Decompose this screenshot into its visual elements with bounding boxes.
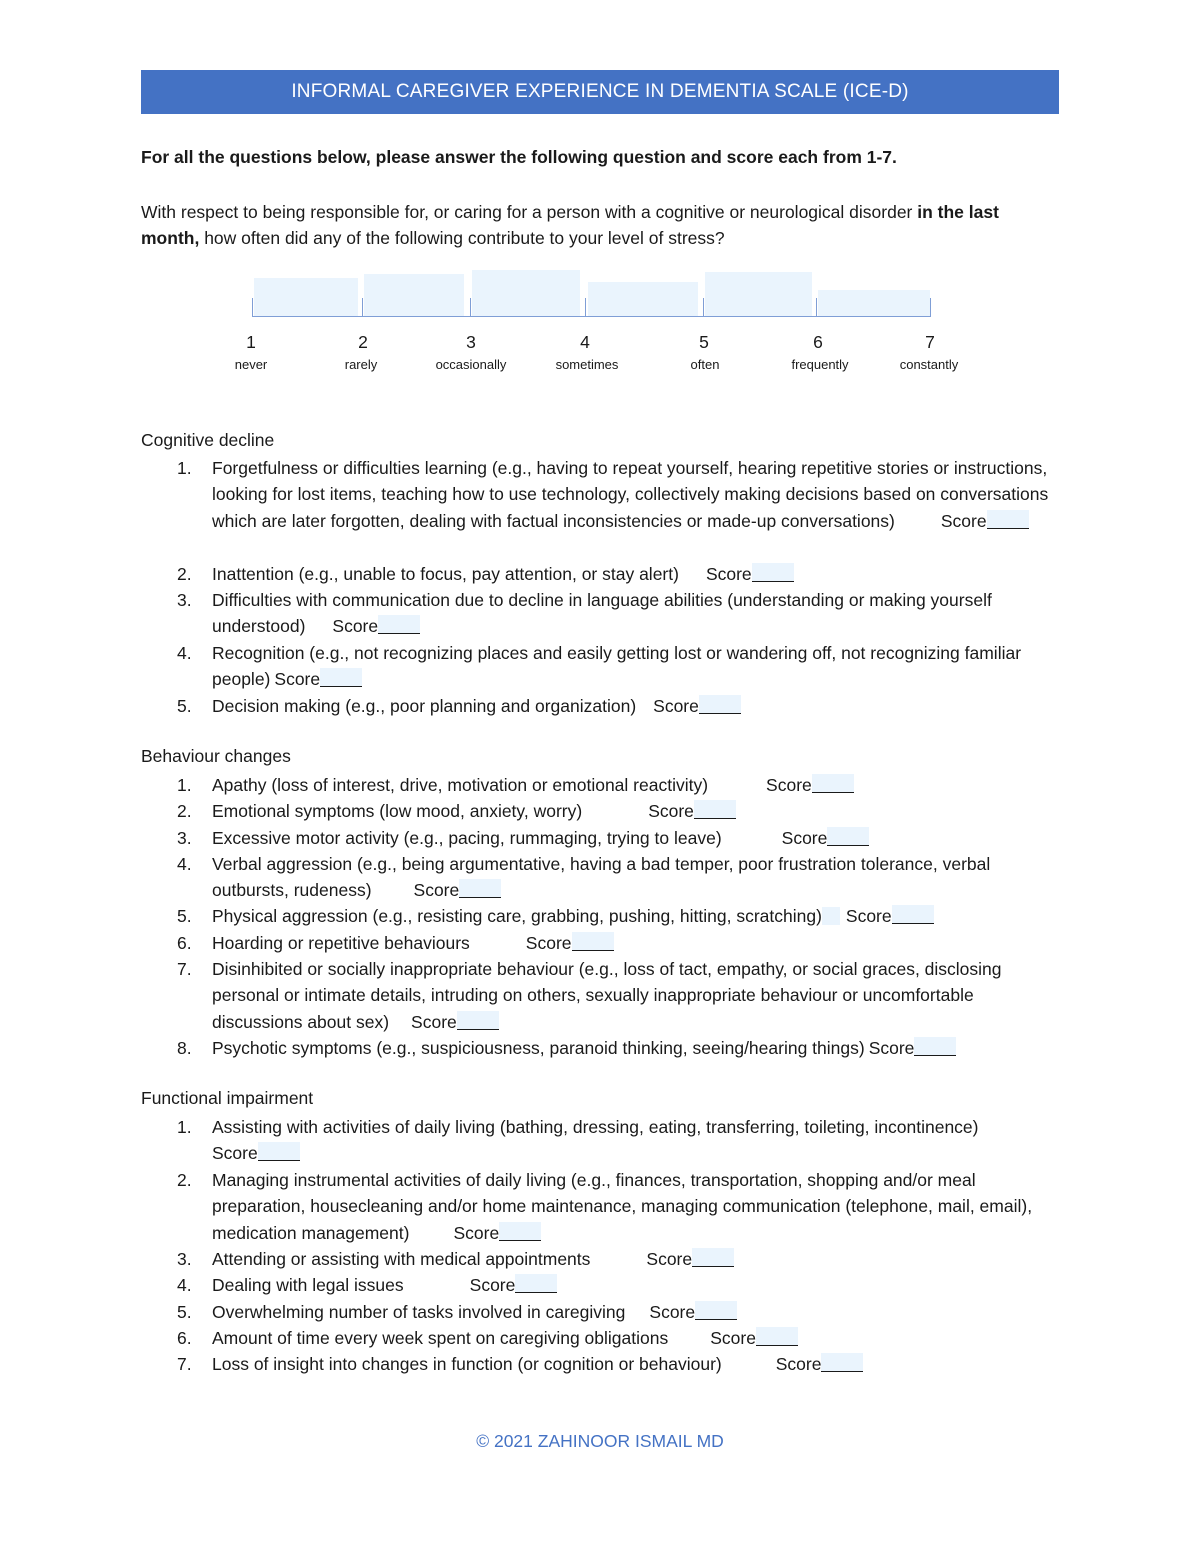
scale-tick bbox=[703, 298, 704, 317]
scale-number: 3 bbox=[466, 332, 476, 352]
scale-label: frequently bbox=[791, 357, 849, 372]
scale-number: 4 bbox=[580, 332, 590, 352]
scale-number: 1 bbox=[246, 332, 256, 352]
item-text: Emotional symptoms (low mood, anxiety, worry) bbox=[212, 801, 583, 821]
copyright-footer: © 2021 ZAHINOOR ISMAIL MD bbox=[476, 1431, 724, 1451]
score-blank[interactable] bbox=[812, 774, 854, 793]
section-title-functional: Functional impairment bbox=[141, 1088, 314, 1108]
score-label: Score bbox=[766, 775, 812, 795]
item-number: 3. bbox=[177, 1249, 192, 1269]
item-text: Inattention (e.g., unable to focus, pay attention, or stay alert) bbox=[212, 564, 679, 584]
score-field[interactable] bbox=[766, 775, 854, 795]
score-label: Score bbox=[775, 1354, 822, 1374]
item-number: 4. bbox=[177, 1275, 192, 1295]
score-field[interactable] bbox=[649, 1302, 737, 1322]
item-number: 6. bbox=[177, 1328, 192, 1348]
score-field[interactable] bbox=[710, 1328, 798, 1348]
score-blank[interactable] bbox=[515, 1274, 557, 1293]
score-field[interactable] bbox=[274, 669, 362, 689]
scale-label: never bbox=[234, 357, 268, 372]
scale-label: rarely bbox=[344, 357, 378, 372]
scale-label: sometimes bbox=[555, 357, 619, 372]
score-label: Score bbox=[649, 1302, 696, 1322]
score-label: Score bbox=[469, 1275, 516, 1295]
item-number: 1. bbox=[177, 1117, 192, 1137]
item-text: Hoarding or repetitive behaviours bbox=[212, 933, 470, 953]
item-number: 4. bbox=[177, 854, 192, 874]
score-blank[interactable] bbox=[378, 615, 420, 634]
item-text: Psychotic symptoms (e.g., suspiciousness, paranoid thinking, seeing/hearing things) bbox=[212, 1038, 865, 1058]
item-number: 2. bbox=[177, 1170, 192, 1190]
score-field[interactable] bbox=[869, 1038, 957, 1058]
item-number: 8. bbox=[177, 1038, 192, 1058]
score-field[interactable] bbox=[414, 880, 502, 900]
score-blank[interactable] bbox=[699, 695, 741, 714]
item-number: 5. bbox=[177, 906, 192, 926]
scale-number: 6 bbox=[813, 332, 823, 352]
score-blank[interactable] bbox=[457, 1011, 499, 1030]
section-title-cognitive: Cognitive decline bbox=[141, 430, 275, 450]
scale-tick bbox=[470, 298, 471, 317]
question-part2: how often did any of the following contribute to your level of stress? bbox=[199, 228, 725, 248]
scale-label: occasionally bbox=[435, 357, 507, 372]
item-number: 7. bbox=[177, 1354, 192, 1374]
scale-field-3[interactable] bbox=[472, 270, 580, 316]
score-field[interactable] bbox=[411, 1012, 499, 1032]
question-bold: in the last month, bbox=[141, 202, 999, 248]
score-blank[interactable] bbox=[752, 563, 794, 582]
instructions: For all the questions below, please answer the following question and score each from 1-7. bbox=[141, 147, 897, 167]
scale-number: 7 bbox=[925, 332, 935, 352]
score-label: Score bbox=[411, 1011, 457, 1032]
score-field[interactable] bbox=[846, 906, 934, 926]
score-label: Score bbox=[845, 906, 892, 926]
scale-field-1[interactable] bbox=[254, 278, 358, 316]
score-label: Score bbox=[710, 1328, 756, 1348]
item-text: Difficulties with communication due to decline in language abilities (understanding or making yourself understood) bbox=[212, 590, 992, 637]
page-title-banner bbox=[141, 70, 1059, 114]
scale-label: constantly bbox=[899, 357, 959, 372]
item-number: 1. bbox=[177, 458, 192, 478]
score-blank[interactable] bbox=[821, 1353, 863, 1372]
scale-label: often bbox=[690, 357, 720, 372]
score-label: Score bbox=[648, 801, 694, 821]
scale-tick bbox=[816, 298, 817, 317]
scale-tick bbox=[930, 298, 931, 317]
score-field[interactable] bbox=[776, 1354, 864, 1374]
scale-number: 5 bbox=[699, 332, 709, 352]
highlight-mark bbox=[822, 907, 840, 925]
page-title: INFORMAL CAREGIVER EXPERIENCE IN DEMENTIA SCALE (ICE-D) bbox=[291, 81, 909, 102]
item-number: 3. bbox=[177, 590, 192, 610]
item-text: Overwhelming number of tasks involved in caregiving bbox=[212, 1302, 626, 1322]
score-blank[interactable] bbox=[756, 1327, 798, 1346]
score-blank[interactable] bbox=[258, 1142, 300, 1161]
item-number: 2. bbox=[177, 801, 192, 821]
scale-tick bbox=[585, 298, 586, 317]
item-text: Attending or assisting with medical appointments bbox=[212, 1249, 591, 1269]
scale-tick bbox=[362, 298, 363, 317]
scale-number: 2 bbox=[358, 332, 368, 352]
item-number: 1. bbox=[177, 775, 192, 795]
question-part1: With respect to being responsible for, or caring for a person with a cognitive or neurological disorder bbox=[141, 202, 918, 222]
item-number: 3. bbox=[177, 828, 192, 848]
score-label: Score bbox=[332, 616, 379, 637]
item-text: Assisting with activities of daily living (bathing, dressing, eating, transferring, toileting, incontinence) bbox=[212, 1117, 979, 1137]
score-blank[interactable] bbox=[692, 1248, 734, 1267]
score-field[interactable] bbox=[782, 828, 870, 848]
score-blank[interactable] bbox=[694, 800, 736, 819]
item-text: Dealing with legal issues bbox=[212, 1275, 404, 1295]
score-blank[interactable] bbox=[914, 1037, 956, 1056]
scale-field-5[interactable] bbox=[705, 272, 812, 316]
item-text: Disinhibited or socially inappropriate behaviour (e.g., loss of tact, empathy, or social graces, disclosing personal or intimate details, intruding on others, sexually inappropriate behaviour or uncomfortable discussions about sex) bbox=[212, 959, 1002, 1032]
score-blank[interactable] bbox=[827, 827, 869, 846]
score-blank[interactable] bbox=[572, 932, 614, 951]
score-field[interactable] bbox=[332, 616, 420, 636]
score-label: Score bbox=[525, 933, 572, 953]
score-blank[interactable] bbox=[499, 1222, 541, 1241]
score-blank[interactable] bbox=[459, 879, 501, 898]
score-label: Score bbox=[940, 510, 987, 531]
score-label: Score bbox=[453, 1222, 500, 1243]
score-label: Score bbox=[212, 1143, 258, 1164]
score-label: Score bbox=[274, 669, 321, 690]
item-number: 5. bbox=[177, 1302, 192, 1322]
scale-field-2[interactable] bbox=[364, 274, 464, 316]
score-label: Score bbox=[413, 880, 460, 901]
score-field[interactable] bbox=[453, 1223, 541, 1243]
scale-field-4[interactable] bbox=[588, 282, 698, 316]
stress-question bbox=[141, 199, 1061, 251]
item-number: 2. bbox=[177, 564, 192, 584]
item-number: 6. bbox=[177, 933, 192, 953]
item-text: Managing instrumental activities of daily living (e.g., finances, transportation, shopping and/or meal preparation, housecleaning and/or home maintenance, managing communication (telephone, mail, email), medication management) bbox=[212, 1170, 1033, 1243]
scale-line bbox=[252, 316, 931, 317]
item-text: Excessive motor activity (e.g., pacing, rummaging, trying to leave) bbox=[212, 828, 722, 848]
score-blank[interactable] bbox=[892, 905, 934, 924]
score-label: Score bbox=[646, 1249, 693, 1269]
score-blank[interactable] bbox=[695, 1301, 737, 1320]
item-number: 5. bbox=[177, 696, 192, 716]
item-text: Verbal aggression (e.g., being argumentative, having a bad temper, poor frustration tolerance, verbal outbursts, rudeness) bbox=[212, 854, 991, 901]
item-number: 4. bbox=[177, 643, 192, 663]
score-field[interactable] bbox=[653, 696, 741, 716]
scale-field-6[interactable] bbox=[818, 290, 930, 316]
score-label: Score bbox=[705, 564, 752, 584]
score-field[interactable] bbox=[646, 1249, 734, 1269]
score-field[interactable] bbox=[470, 1275, 558, 1295]
score-label: Score bbox=[653, 696, 699, 716]
scale-tick bbox=[252, 298, 253, 317]
item-text: Loss of insight into changes in function (or cognition or behaviour) bbox=[212, 1354, 722, 1374]
item-text: Decision making (e.g., poor planning and organization) bbox=[212, 696, 637, 716]
section-title-behaviour: Behaviour changes bbox=[141, 746, 291, 766]
score-field[interactable] bbox=[941, 511, 1029, 531]
item-text: Apathy (loss of interest, drive, motivation or emotional reactivity) bbox=[212, 775, 709, 795]
item-text: Physical aggression (e.g., resisting care, grabbing, pushing, hitting, scratching) bbox=[212, 906, 822, 926]
score-label: Score bbox=[781, 828, 828, 848]
score-field[interactable] bbox=[526, 933, 614, 953]
score-field[interactable] bbox=[212, 1143, 300, 1163]
score-blank[interactable] bbox=[320, 668, 362, 687]
item-text: Recognition (e.g., not recognizing places and easily getting lost or wandering off, not recognizing familiar people) bbox=[212, 643, 1022, 690]
score-field[interactable] bbox=[706, 564, 794, 584]
score-field[interactable] bbox=[648, 801, 736, 821]
item-text: Amount of time every week spent on caregiving obligations bbox=[212, 1328, 669, 1348]
score-blank[interactable] bbox=[987, 510, 1029, 529]
item-text: Forgetfulness or difficulties learning (e.g., having to repeat yourself, hearing repetitive stories or instructions, looking for lost items, teaching how to use technology, collectively making decisions based on conversations which are later forgotten, dealing with factual inconsistencies or made-up conversations) bbox=[212, 458, 1049, 531]
score-label: Score bbox=[868, 1038, 915, 1058]
item-number: 7. bbox=[177, 959, 192, 979]
